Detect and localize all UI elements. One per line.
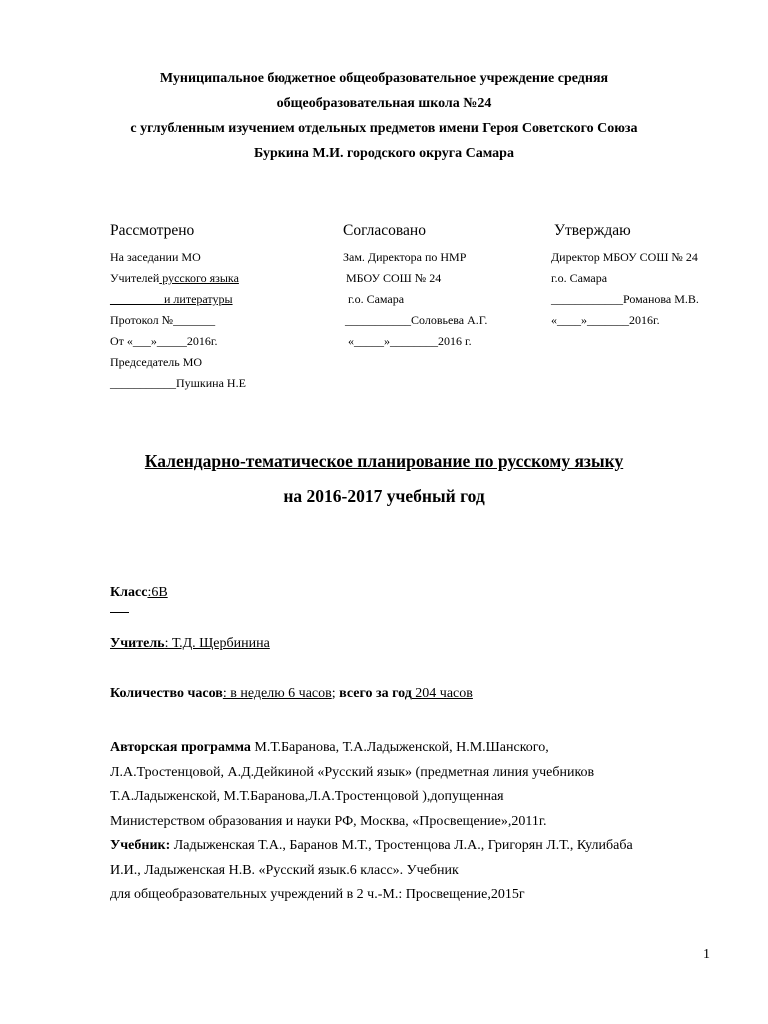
approved-line: г.о. Самара [551, 271, 608, 285]
hours-per-week: : в неделю 6 часов [222, 686, 332, 701]
hours-total-value: 204 часов [411, 686, 473, 701]
page-number: 1 [703, 947, 710, 962]
class-info [110, 585, 168, 601]
program-line: Л.А.Тростенцовой, А.Д.Дейкиной «Русский язык» (предметная линия учебников [110, 764, 595, 780]
reviewed-block [110, 219, 246, 394]
agreed-line: г.о. Самара [348, 292, 405, 306]
reviewed-line [110, 268, 246, 289]
approved-title: Утверждаю [554, 222, 631, 239]
reviewed-line: _________и литературы [110, 292, 233, 306]
school-header-line: с углубленным изучением отдельных предметов имени Героя Советского Союза [130, 121, 638, 136]
agreed-line: ___________Соловьева А.Г. [345, 313, 488, 327]
program-line: Министерством образования и науки РФ, Москва, «Просвещение»,2011г. [110, 813, 547, 829]
school-header-line: общеобразовательная школа №24 [276, 96, 492, 111]
hours-info [110, 686, 473, 702]
school-header-line: Муниципальное бюджетное общеобразовательное учреждение средняя [159, 71, 609, 86]
reviewed-line: На заседании МО [110, 250, 201, 264]
teacher-info [110, 636, 270, 652]
agreed-line: МБОУ СОШ № 24 [346, 271, 442, 285]
agreed-line: Зам. Директора по НМР [343, 250, 467, 264]
program-line: Т.А.Ладыженской, М.Т.Баранова,Л.А.Тростенцовой ),допущенная [110, 789, 504, 804]
academic-year: на 2016-2017 учебный год [283, 486, 485, 506]
reviewed-line: Протокол №_______ [110, 313, 216, 327]
program-line [110, 834, 633, 859]
program-line: для общеобразовательных учреждений в 2 ч.-М.: Просвещение,2015г [110, 887, 525, 902]
approved-line: «____»_______2016г. [551, 313, 660, 327]
approved-line: ____________Романова М.В. [551, 292, 699, 306]
hours-total-label: всего за год [339, 686, 412, 701]
reviewed-line-prefix: Учителей [110, 271, 160, 285]
class-label: Класс [110, 585, 148, 600]
textbook-text: Ладыженская Т.А., Баранов М.Т., Тростенцова Л.А., Григорян Л.Т., Кулибаба [170, 838, 633, 853]
school-header [0, 66, 768, 166]
reviewed-line: ___________Пушкина Н.Е [110, 376, 246, 390]
agreed-block [343, 219, 487, 352]
hours-label: Количество часов [110, 686, 223, 701]
approved-block [551, 219, 699, 331]
textbook-label: Учебник: [110, 838, 171, 853]
school-header-line: Буркина М.И. городского округа Самара [254, 146, 514, 161]
author-program-label: Авторская программа [110, 740, 251, 755]
program-info [110, 736, 633, 908]
reviewed-line: От «___»_____2016г. [110, 334, 218, 348]
class-value: :6В [147, 585, 168, 600]
program-line: И.И., Ладыженская Н.В. «Русский язык.6 класс». Учебник [110, 862, 459, 878]
underline-dash [110, 612, 129, 613]
teacher-value: : Т.Д. Щербинина [164, 636, 270, 651]
agreed-line: «_____»________2016 г. [348, 334, 472, 348]
reviewed-line: Председатель МО [110, 355, 203, 369]
teacher-label: Учитель [110, 636, 165, 651]
reviewed-title: Рассмотрено [110, 222, 195, 239]
agreed-title: Согласовано [343, 222, 426, 239]
program-line [110, 736, 633, 761]
approved-line: Директор МБОУ СОШ № 24 [551, 250, 698, 264]
hours-separator: ; [331, 686, 340, 701]
document-title: Календарно-тематическое планирование по русскому языку [144, 451, 624, 471]
reviewed-line-subject: русского языка [159, 271, 239, 285]
author-program-text: М.Т.Баранова, Т.А.Ладыженской, Н.М.Шанского, [250, 740, 549, 755]
